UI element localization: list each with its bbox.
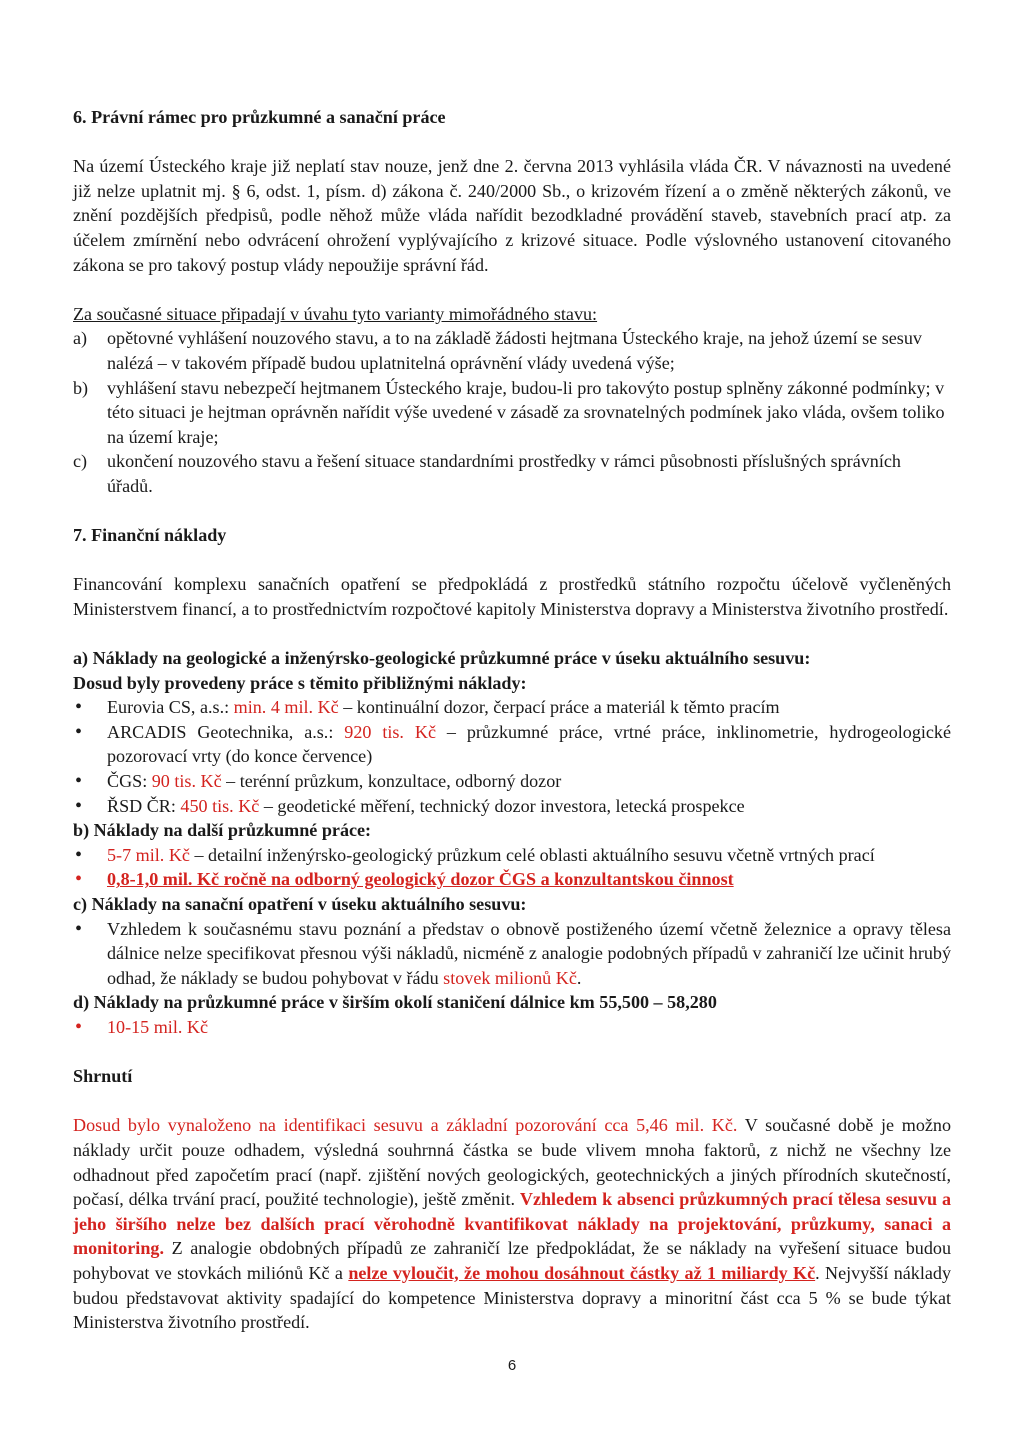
summary-title: Shrnutí: [73, 1066, 133, 1087]
variants-heading: Za současné situace připadají v úvahu tyto varianty mimořádného stavu:: [73, 303, 598, 324]
list-item: [73, 867, 951, 892]
cost-list-d: [73, 1015, 951, 1040]
subsection-a-heading: a) Náklady na geologické a inženýrsko-geologické průzkumné práce v úseku aktuálního sesuvu:: [73, 648, 811, 669]
cost-list-b: [73, 843, 951, 892]
list-item: • ARCADIS Geotechnika, a.s.: 920 tis. Kč – průzkumné práce, vrtné práce, inklinometrie, hydrogeologické pozorovací vrty (do konce července): [73, 720, 951, 769]
list-item: • 5-7 mil. Kč – detailní inženýrsko-geologický průzkum celé oblasti aktuálního sesuvu včetně vrtných prací: [73, 843, 951, 868]
section-6-paragraph: Na území Ústeckého kraje již neplatí stav nouze, jenž dne 2. června 2013 vyhlásila vláda ČR. V návaznosti na uvedené již nelze uplatnit mj. § 6, odst. 1, písm. d) zákona č. 240/2000 Sb., o krizovém řízení a o změně některých zákonů, ve znění pozdějších předpisů, podle něhož může vláda nařídit bezodkladné provádění staveb, stavebních prací atp. za účelem zmírnění nebo odvrácení ohrožení vyplývajícího z krizové situace. Podle výslovného ustanovení citovaného zákona se pro takový postup vlády nepoužije správní řád.: [73, 156, 951, 275]
list-item: • ŘSD ČR: 450 tis. Kč – geodetické měření, technický dozor investora, letecká prospekce: [73, 794, 951, 819]
subsection-d-heading: d) Náklady na průzkumné práce v širším okolí staničení dálnice km 55,500 – 58,280: [73, 992, 717, 1013]
cost-value: min. 4 mil. Kč: [233, 697, 339, 718]
list-item: • ČGS: 90 tis. Kč – terénní průzkum, konzultace, odborný dozor: [73, 769, 951, 794]
cost-value: 90 tis. Kč: [151, 771, 222, 792]
list-item: [73, 1015, 951, 1040]
cost-value: 10-15 mil. Kč: [107, 1016, 209, 1037]
section-6-title: 6. Právní rámec pro průzkumné a sanační práce: [73, 107, 446, 127]
section-7-title: 7. Finanční náklady: [73, 525, 227, 546]
cost-value: stovek milionů Kč: [443, 967, 577, 988]
cost-list-c: [73, 917, 951, 991]
list-item: • Vzhledem k současnému stavu poznání a představ o obnově postiženého území včetně železnice a opravy tělesa dálnice nelze specifikovat přesnou výši nákladů, nicméně z analogie podobných případů v zahraničí lze učinit hrubý odhad, že náklady se budou pohybovat v řádu stovek milionů Kč.: [73, 917, 951, 991]
document-page: [73, 100, 951, 1335]
subsection-c-heading: c) Náklady na sanační opatření v úseku aktuálního sesuvu:: [73, 894, 527, 914]
section-7-paragraph: Financování komplexu sanačních opatření se předpokládá z prostředků státního rozpočtu účelově vyčleněných Ministerstvem financí, a to prostřednictvím rozpočtové kapitoly Ministerstva dopravy a Ministerstva životního prostředí.: [73, 574, 951, 619]
list-item: a) opětovné vyhlášení nouzového stavu, a to na základě žádosti hejtmana Ústeckého kraje, na jehož území se sesuv nalézá – v takovém případě budou uplatnitelná oprávnění vlády uvedená výše;: [73, 328, 922, 373]
cost-value: 0,8-1,0 mil. Kč ročně na odborný geologický dozor ČGS a konzultantskou činnost: [107, 869, 734, 890]
cost-value: 5-7 mil. Kč: [107, 844, 190, 865]
cost-list-a: [73, 695, 951, 818]
page-number: 6: [507, 1357, 517, 1374]
cost-value: 920 tis. Kč: [344, 721, 436, 742]
list-item: b) vyhlášení stavu nebezpečí hejtmanem Ústeckého kraje, budou-li pro takovýto postup splněny zákonné podmínky; v této situaci je hejtman oprávněn nařídit výše uvedené v zásadě za srovnatelných podmínek jako vláda, ovšem toliko na území kraje;: [73, 377, 945, 447]
subsection-a-subheading: Dosud byly provedeny práce s těmito přibližnými náklady:: [73, 672, 527, 693]
subsection-b-heading: b) Náklady na další průzkumné práce:: [73, 820, 372, 841]
list-item: c) ukončení nouzového stavu a řešení situace standardními prostředky v rámci působnosti příslušných správních úřadů.: [73, 451, 901, 496]
cost-value: 450 tis. Kč: [180, 795, 260, 816]
variants-list: [73, 326, 951, 498]
summary-paragraph: Dosud bylo vynaloženo na identifikaci sesuvu a základní pozorování cca 5,46 mil. Kč. V současné době je možno náklady určit pouze odhadem, výsledná souhrnná částka se bude vlivem mnoha faktorů, z nichž ne všechny lze odhadnout před započetím prací (např. zjištění nových geologických, geotechnických a jiných přírodních skutečností, počasí, délka trvání prací, použité technologie), ještě změnit. Vzhledem k absenci průzkumných prací tělesa sesuvu a jeho širšího nelze bez dalších prací věrohodně kvantifikovat náklady na projektování, průzkumy, sanaci a monitoring. Z analogie obdobných případů ze zahraničí lze předpokládat, že se náklady na vyřešení situace budou pohybovat ve stovkách miliónů Kč a nelze vyloučit, že mohou dosáhnout částky až 1 miliardy Kč. Nejvyšší náklady budou představovat aktivity spadající do kompetence Ministerstva dopravy a minoritní část cca 5 % se bude týkat Ministerstva životního prostředí.: [73, 1115, 951, 1333]
list-item: • Eurovia CS, a.s.: min. 4 mil. Kč – kontinuální dozor, čerpací práce a materiál k těmto pracím: [73, 695, 951, 720]
